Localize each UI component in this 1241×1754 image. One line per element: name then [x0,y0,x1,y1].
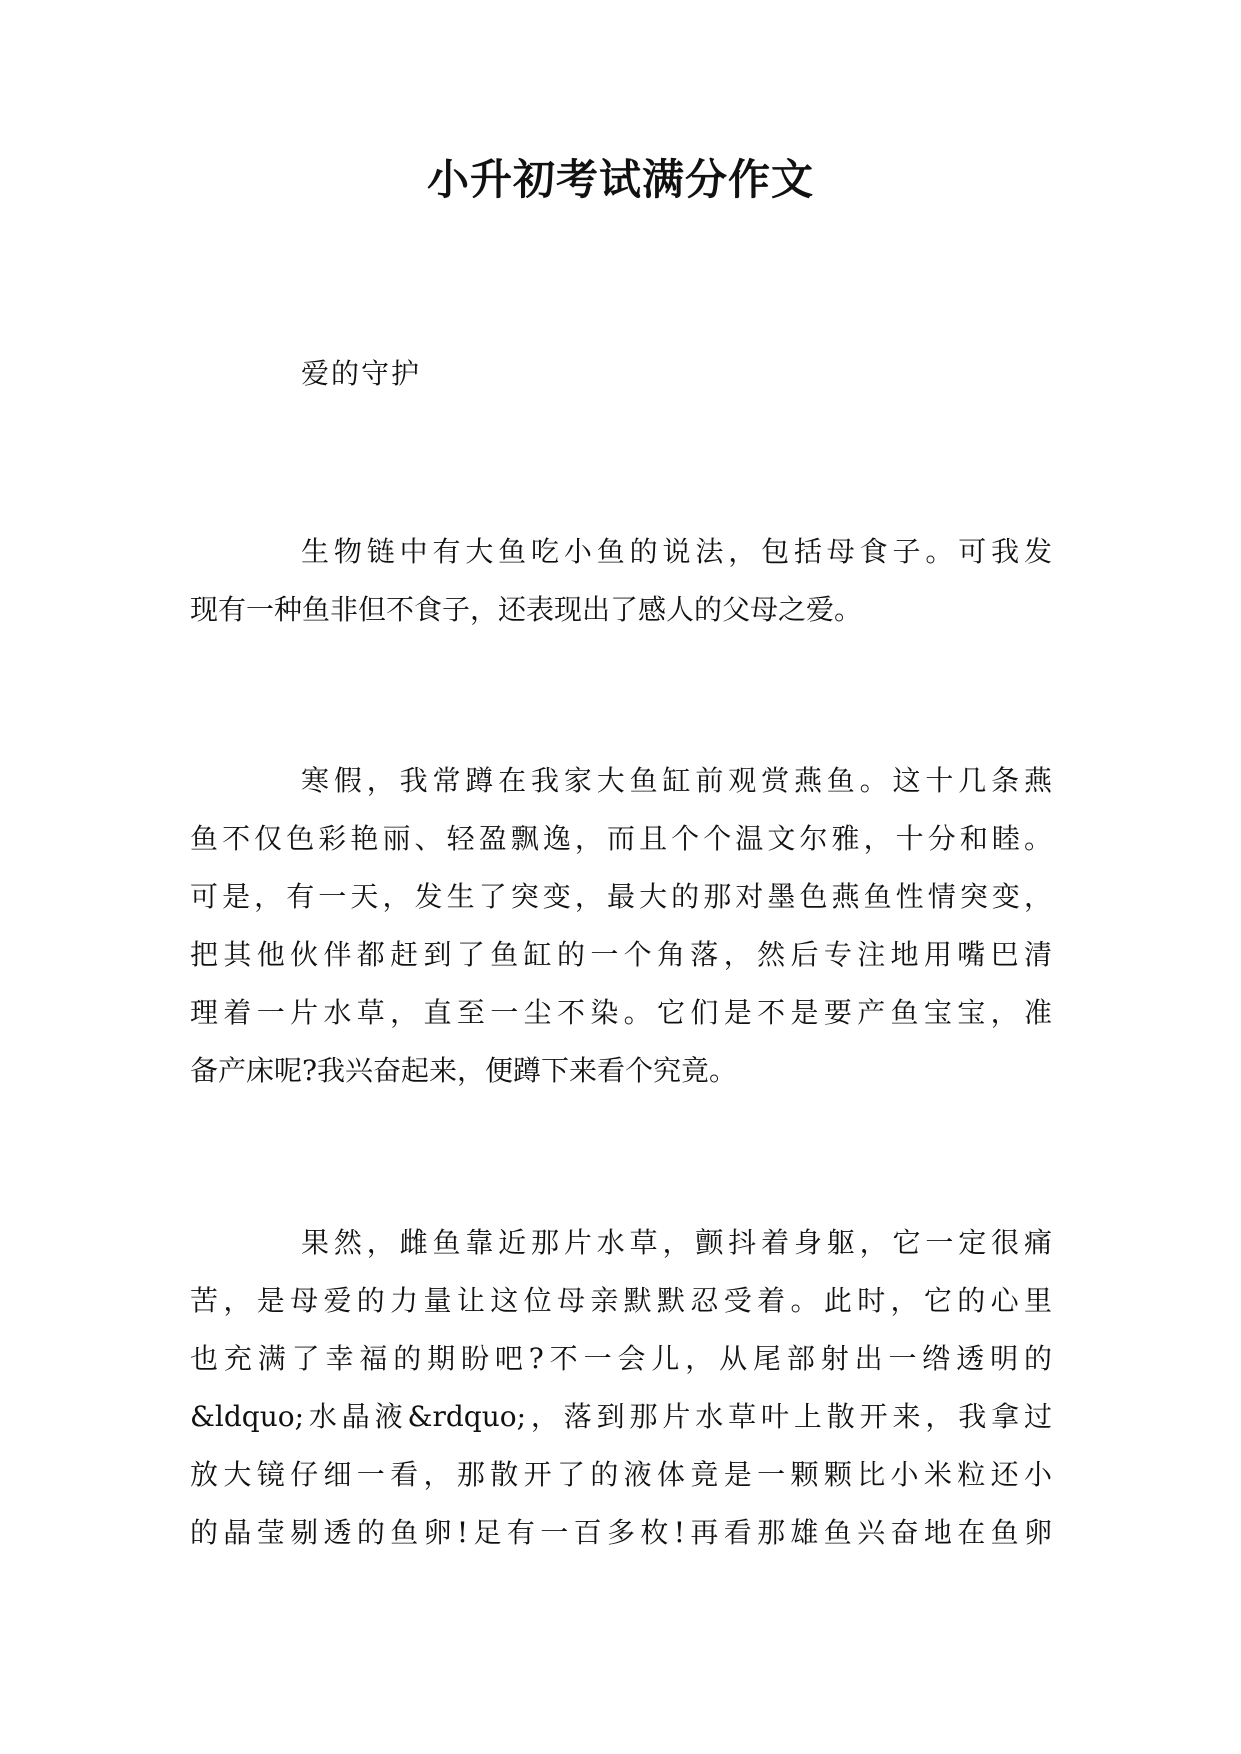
paragraph-line: &ldquo;水晶液&rdquo;，落到那片水草叶上散开来，我拿过 [190,1400,1052,1433]
paragraph-line: 寒假，我常蹲在我家大鱼缸前观赏燕鱼。这十几条燕 [301,764,1052,797]
paragraph-line: 现有一种鱼非但不食子，还表现出了感人的父母之爱。 [190,593,863,626]
paragraph-line: 把其他伙伴都赶到了鱼缸的一个角落，然后专注地用嘴巴清 [190,938,1052,971]
paragraph-line: 可是，有一天，发生了突变，最大的那对墨色燕鱼性情突变， [190,880,1052,913]
document-title: 小升初考试满分作文 [426,155,814,204]
paragraph-line: 备产床呢?我兴奋起来，便蹲下来看个究竟。 [190,1054,738,1087]
paragraph-line: 鱼不仅色彩艳丽、轻盈飘逸，而且个个温文尔雅，十分和睦。 [190,822,1052,855]
paragraph-line: 也充满了幸福的期盼吧?不一会儿，从尾部射出一绺透明的 [190,1342,1052,1375]
paragraph-line: 苦，是母爱的力量让这位母亲默默忍受着。此时，它的心里 [190,1284,1052,1317]
paragraph-line: 生物链中有大鱼吃小鱼的说法，包括母食子。可我发 [301,535,1052,568]
paragraph-line: 理着一片水草，直至一尘不染。它们是不是要产鱼宝宝，准 [190,996,1052,1029]
paragraph-line: 果然，雌鱼靠近那片水草，颤抖着身躯，它一定很痛 [301,1226,1052,1259]
essay-paragraph-1 [190,523,1052,639]
paragraph-line: 放大镜仔细一看，那散开了的液体竟是一颗颗比小米粒还小 [190,1458,1052,1491]
essay-paragraph-3 [190,1214,1052,1562]
paragraph-line: 的晶莹剔透的鱼卵!足有一百多枚!再看那雄鱼兴奋地在鱼卵 [190,1516,1052,1549]
essay-title: 爱的守护 [301,357,422,390]
essay-paragraph-2 [190,752,1052,1100]
